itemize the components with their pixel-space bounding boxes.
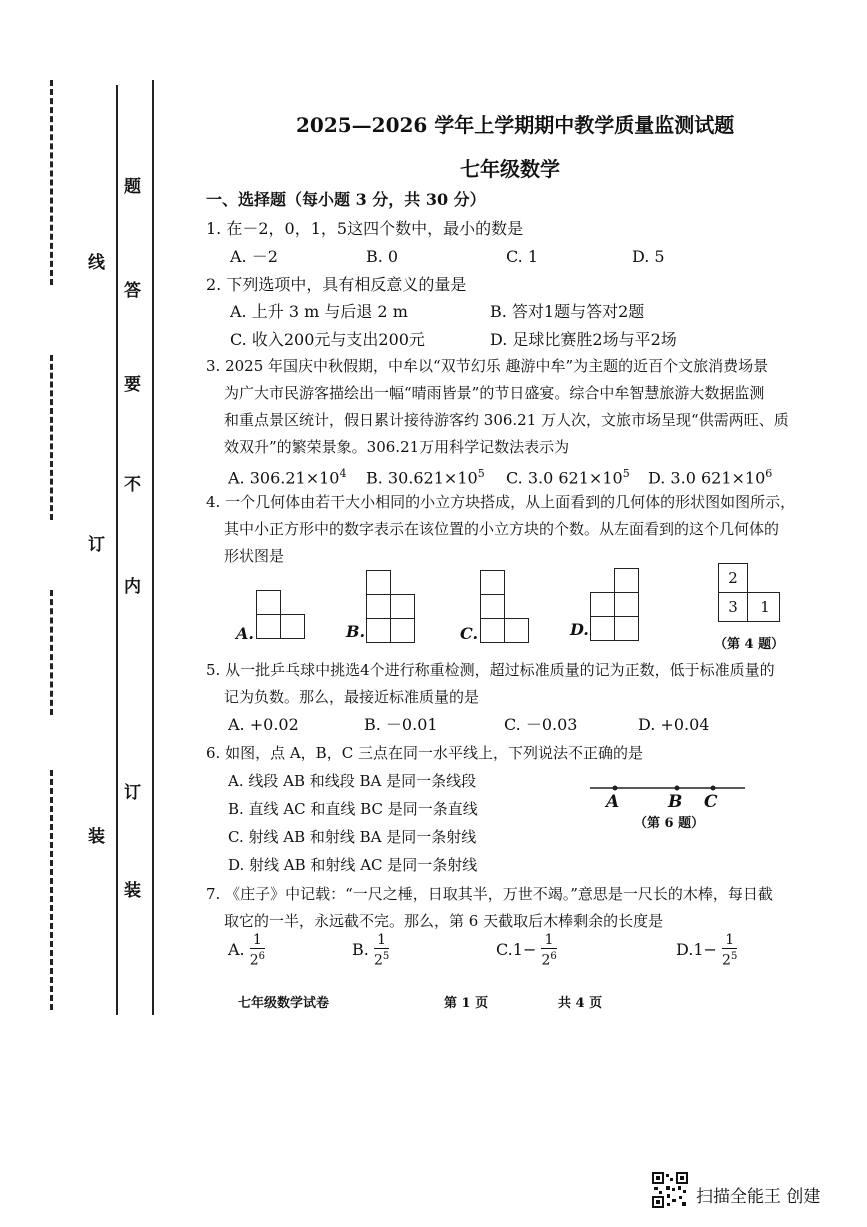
question-stem-line: 4. 一个几何体由若干大小相同的小立方块搭成，从上面看到的几何体的形状图如图所示， [206,493,796,511]
option-b: B. －0.01 [364,715,438,734]
figure-caption: （第 6 题） [634,816,705,831]
cube-count: 3 [728,598,738,616]
question-stem-line: 7. 《庄子》中记载：“一尺之棰，日取其半，万世不竭。”意思是一尺长的木棒，每日截 [206,885,773,903]
option-a: A. 线段 AB 和线段 BA 是同一条线段 [228,772,477,790]
option-c: C. 3.0 $621\times 10^5$ [506,467,630,488]
question-stem-line: 和重点景区统计，假日累计接待游客约 306.21 万人次，文旅市场呈现“供需两旺、质 [224,411,789,429]
point-label-c: C [704,792,718,812]
footer-page-number: 第 1 页 [444,996,489,1011]
figure-cell [614,616,639,641]
figure-cell [366,594,391,619]
binding-line [116,85,118,1015]
question-stem-line: 5. 从一批乒乓球中挑选4个进行称重检测，超过标准质量的记为正数，低于标准质量的 [206,661,775,679]
dashed-cut-line [50,355,53,520]
section-heading: 一、选择题（每小题 3 分，共 30 分） [206,190,486,209]
option-d: D. 5 [632,247,665,266]
binding-char: 题 [124,177,141,197]
binding-char: 要 [124,375,141,395]
figure-cell [256,614,281,639]
binding-char: 线 [88,253,105,273]
option-a: A. $306.21\times 10^4$ [228,467,347,488]
point-label-a: A [606,792,620,812]
option-a: A. $\frac{1}{2^6}$ [228,932,266,969]
question-stem-line: 记为负数。那么，最接近标准质量的是 [224,688,480,706]
binding-char: 订 [124,783,141,803]
cube-count: 2 [728,569,738,587]
option-d: D. 射线 AB 和射线 AC 是同一条射线 [228,856,478,874]
figure-cell [366,570,391,595]
page-subtitle: 七年级数学 [460,157,560,181]
figure-cell [590,592,615,617]
binding-line [152,80,154,1015]
footer-page-total: 共 4 页 [558,996,603,1011]
figure-cell [256,590,281,615]
footer-paper-name: 七年级数学试卷 [238,996,330,1011]
option-d: D.1− $\frac{1}{2^5}$ [676,932,738,969]
option-a: A. －2 [230,247,278,266]
figure-label: C. [460,624,479,643]
option-b: B. 0 [366,247,399,266]
watermark-text: 扫描全能王 创建 [696,1187,821,1207]
dashed-cut-line [50,590,53,715]
qr-code-icon [652,1172,688,1208]
figure-cell [614,592,639,617]
figure-cell [480,570,505,595]
question-stem-line: 其中小正方形中的数字表示在该位置的小立方块的个数。从左面看到的这个几何体的 [224,520,780,538]
question-stem-line: 3. 2025 年国庆中秋假期，中牟以“双节幻乐 趣游中牟”为主题的近百个文旅消费场景 [206,357,769,375]
dashed-cut-line [50,80,53,285]
page-title: 2025—2026 学年上学期期中教学质量监测试题 [296,113,735,137]
figure-cell [280,614,305,639]
figure-cell [390,618,415,643]
figure-cell [480,618,505,643]
figure-cell [590,616,615,641]
point-label-b: B [668,792,683,812]
option-d: D. +0.04 [638,715,710,734]
figure-label: D. [570,620,589,639]
binding-char: 装 [124,881,141,901]
question-stem-line: 形状图是 [224,547,285,565]
option-b: B. 直线 AC 和直线 BC 是同一条直线 [228,800,478,818]
figure-cell [480,594,505,619]
option-a: A. 上升 3 m 与后退 2 m [230,302,408,321]
figure-cell [504,618,529,643]
cube-count: 1 [760,598,770,616]
binding-char: 装 [88,827,105,847]
option-b: B. $\frac{1}{2^5}$ [352,932,390,969]
figure-cell [390,594,415,619]
figure-cell [366,618,391,643]
figure-label: B. [346,622,366,641]
binding-char: 内 [124,577,141,597]
option-c: C. 1 [506,247,539,266]
figure-caption: （第 4 题） [714,637,785,652]
question-stem-line: 为广大市民游客描绘出一幅“晴雨皆景”的节日盛宴。综合中牟智慧旅游大数据监测 [224,384,765,402]
option-d: D. 3.0 $621\times 10^6$ [648,467,773,488]
question-stem-line: 效双升”的繁荣景象。306.21万用科学记数法表示为 [224,438,570,456]
question-stem-line: 取它的一半，永远截不完。那么，第 6 天截取后木棒剩余的长度是 [224,912,664,930]
option-c: C. －0.03 [504,715,578,734]
option-b: B. $30.621\times 10^5$ [366,467,485,488]
option-c: C. 收入200元与支出200元 [230,330,425,349]
question-stem: 1. 在－2，0，1，5这四个数中，最小的数是 [206,219,524,238]
question-stem: 2. 下列选项中，具有相反意义的量是 [206,275,467,294]
figure-cell [614,568,639,593]
binding-char: 不 [124,475,141,495]
option-d: D. 足球比赛胜2场与平2场 [490,330,677,349]
option-c: C. 射线 AB 和射线 BA 是同一条射线 [228,828,477,846]
question-stem: 6. 如图，点 A，B，C 三点在同一水平线上，下列说法不正确的是 [206,744,643,762]
option-a: A. +0.02 [228,715,299,734]
option-b: B. 答对1题与答对2题 [490,302,645,321]
dashed-cut-line [50,770,53,1010]
figure-label: A. [236,624,254,643]
binding-char: 答 [124,281,141,301]
binding-char: 订 [88,535,105,555]
option-c: C.1− $\frac{1}{2^6}$ [496,932,557,969]
